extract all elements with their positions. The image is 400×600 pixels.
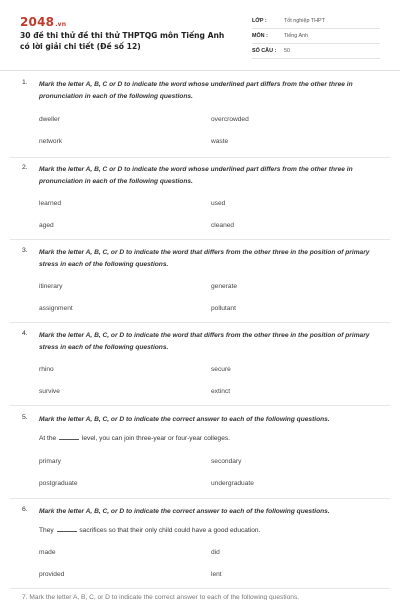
question-instruction: Mark the letter A, B, C, or D to indicate the word that differs from the other three in the position of primary stress in each of the following questions. [39,332,370,351]
option-a[interactable]: itinerary [39,283,63,290]
option-b[interactable]: overcrowded [211,116,249,123]
question-divider [10,588,390,589]
option-d[interactable]: pollutant [211,305,236,312]
question-number: 4. [22,330,28,337]
question-divider [10,498,390,499]
page-header [0,0,400,70]
meta-row-count [252,44,380,59]
option-d[interactable]: cleaned [211,222,235,229]
question-number: 1. [22,79,28,86]
question-number: 2. [22,164,28,171]
header-divider [0,70,400,71]
question-instruction: Mark the letter A, B, C or D to indicate the word whose underlined part differs from the other three in pronunciation in each of the following questions. [39,166,353,185]
site-logo[interactable]: 2048.vn [20,15,67,29]
option-b[interactable]: generate [211,283,238,290]
question-divider [10,405,390,406]
question-divider [10,157,390,158]
option-a[interactable]: primary [39,458,61,465]
meta-row-subject [252,29,380,44]
question-divider [10,239,390,240]
meta-value: 50 [284,48,290,54]
meta-key: LỚP : [252,18,267,24]
meta-row-class [252,14,380,29]
meta-key: MÔN : [252,33,268,39]
question-instruction: Mark the letter A, B, C, or D to indicate the word that differs from the other three in the position of primary stress in each of the following questions. [39,249,370,268]
option-a[interactable]: learned [39,200,61,207]
option-a[interactable]: made [39,549,56,556]
option-b[interactable]: secondary [211,458,242,465]
question-number: 6. [22,506,28,513]
option-c[interactable]: aged [39,222,54,229]
option-c[interactable]: postgraduate [39,480,78,487]
meta-key: SỐ CÂU : [252,48,277,54]
question-instruction: Mark the letter A, B, C, or D to indicate the correct answer to each of the following questions. [39,416,330,423]
meta-value[interactable]: Tiếng Anh [284,33,309,39]
meta-value[interactable]: Tốt nghiệp THPT [284,18,325,24]
option-a[interactable]: rhino [39,366,54,373]
option-c[interactable]: network [39,138,63,145]
question-instruction: Mark the letter A, B, C, or D to indicate the correct answer to each of the following questions. [39,508,330,515]
next-question-partial: 7. Mark the letter A, B, C, or D to indicate the correct answer to each of the following questions. [22,594,300,600]
question-sentence: At the level, you can join three-year or four-year colleges. [39,435,230,442]
option-b[interactable]: did [211,549,220,556]
option-c[interactable]: provided [39,571,65,578]
option-d[interactable]: extinct [211,388,231,395]
question-number: 5. [22,414,28,421]
option-c[interactable]: survive [39,388,60,395]
option-d[interactable]: lent [211,571,222,578]
option-d[interactable]: waste [211,138,229,145]
question-sentence: They sacrifices so that their only child could have a good education. [39,527,261,534]
question-divider [10,322,390,323]
option-c[interactable]: assignment [39,305,73,312]
option-b[interactable]: used [211,200,226,207]
question-number: 3. [22,247,28,254]
page-title: 30 đề thi thử đề thi thử THPTQG môn Tiếng Anh có lời giải chi tiết (Đề số 12) [20,31,225,51]
answer-blank [57,526,77,532]
answer-blank [59,434,79,440]
option-a[interactable]: dweller [39,116,60,123]
meta-info [252,14,380,59]
question-instruction: Mark the letter A, B, C or D to indicate the word whose underlined part differs from the other three in pronunciation in each of the following questions. [39,81,353,100]
option-d[interactable]: undergraduate [211,480,254,487]
option-b[interactable]: secure [211,366,231,373]
